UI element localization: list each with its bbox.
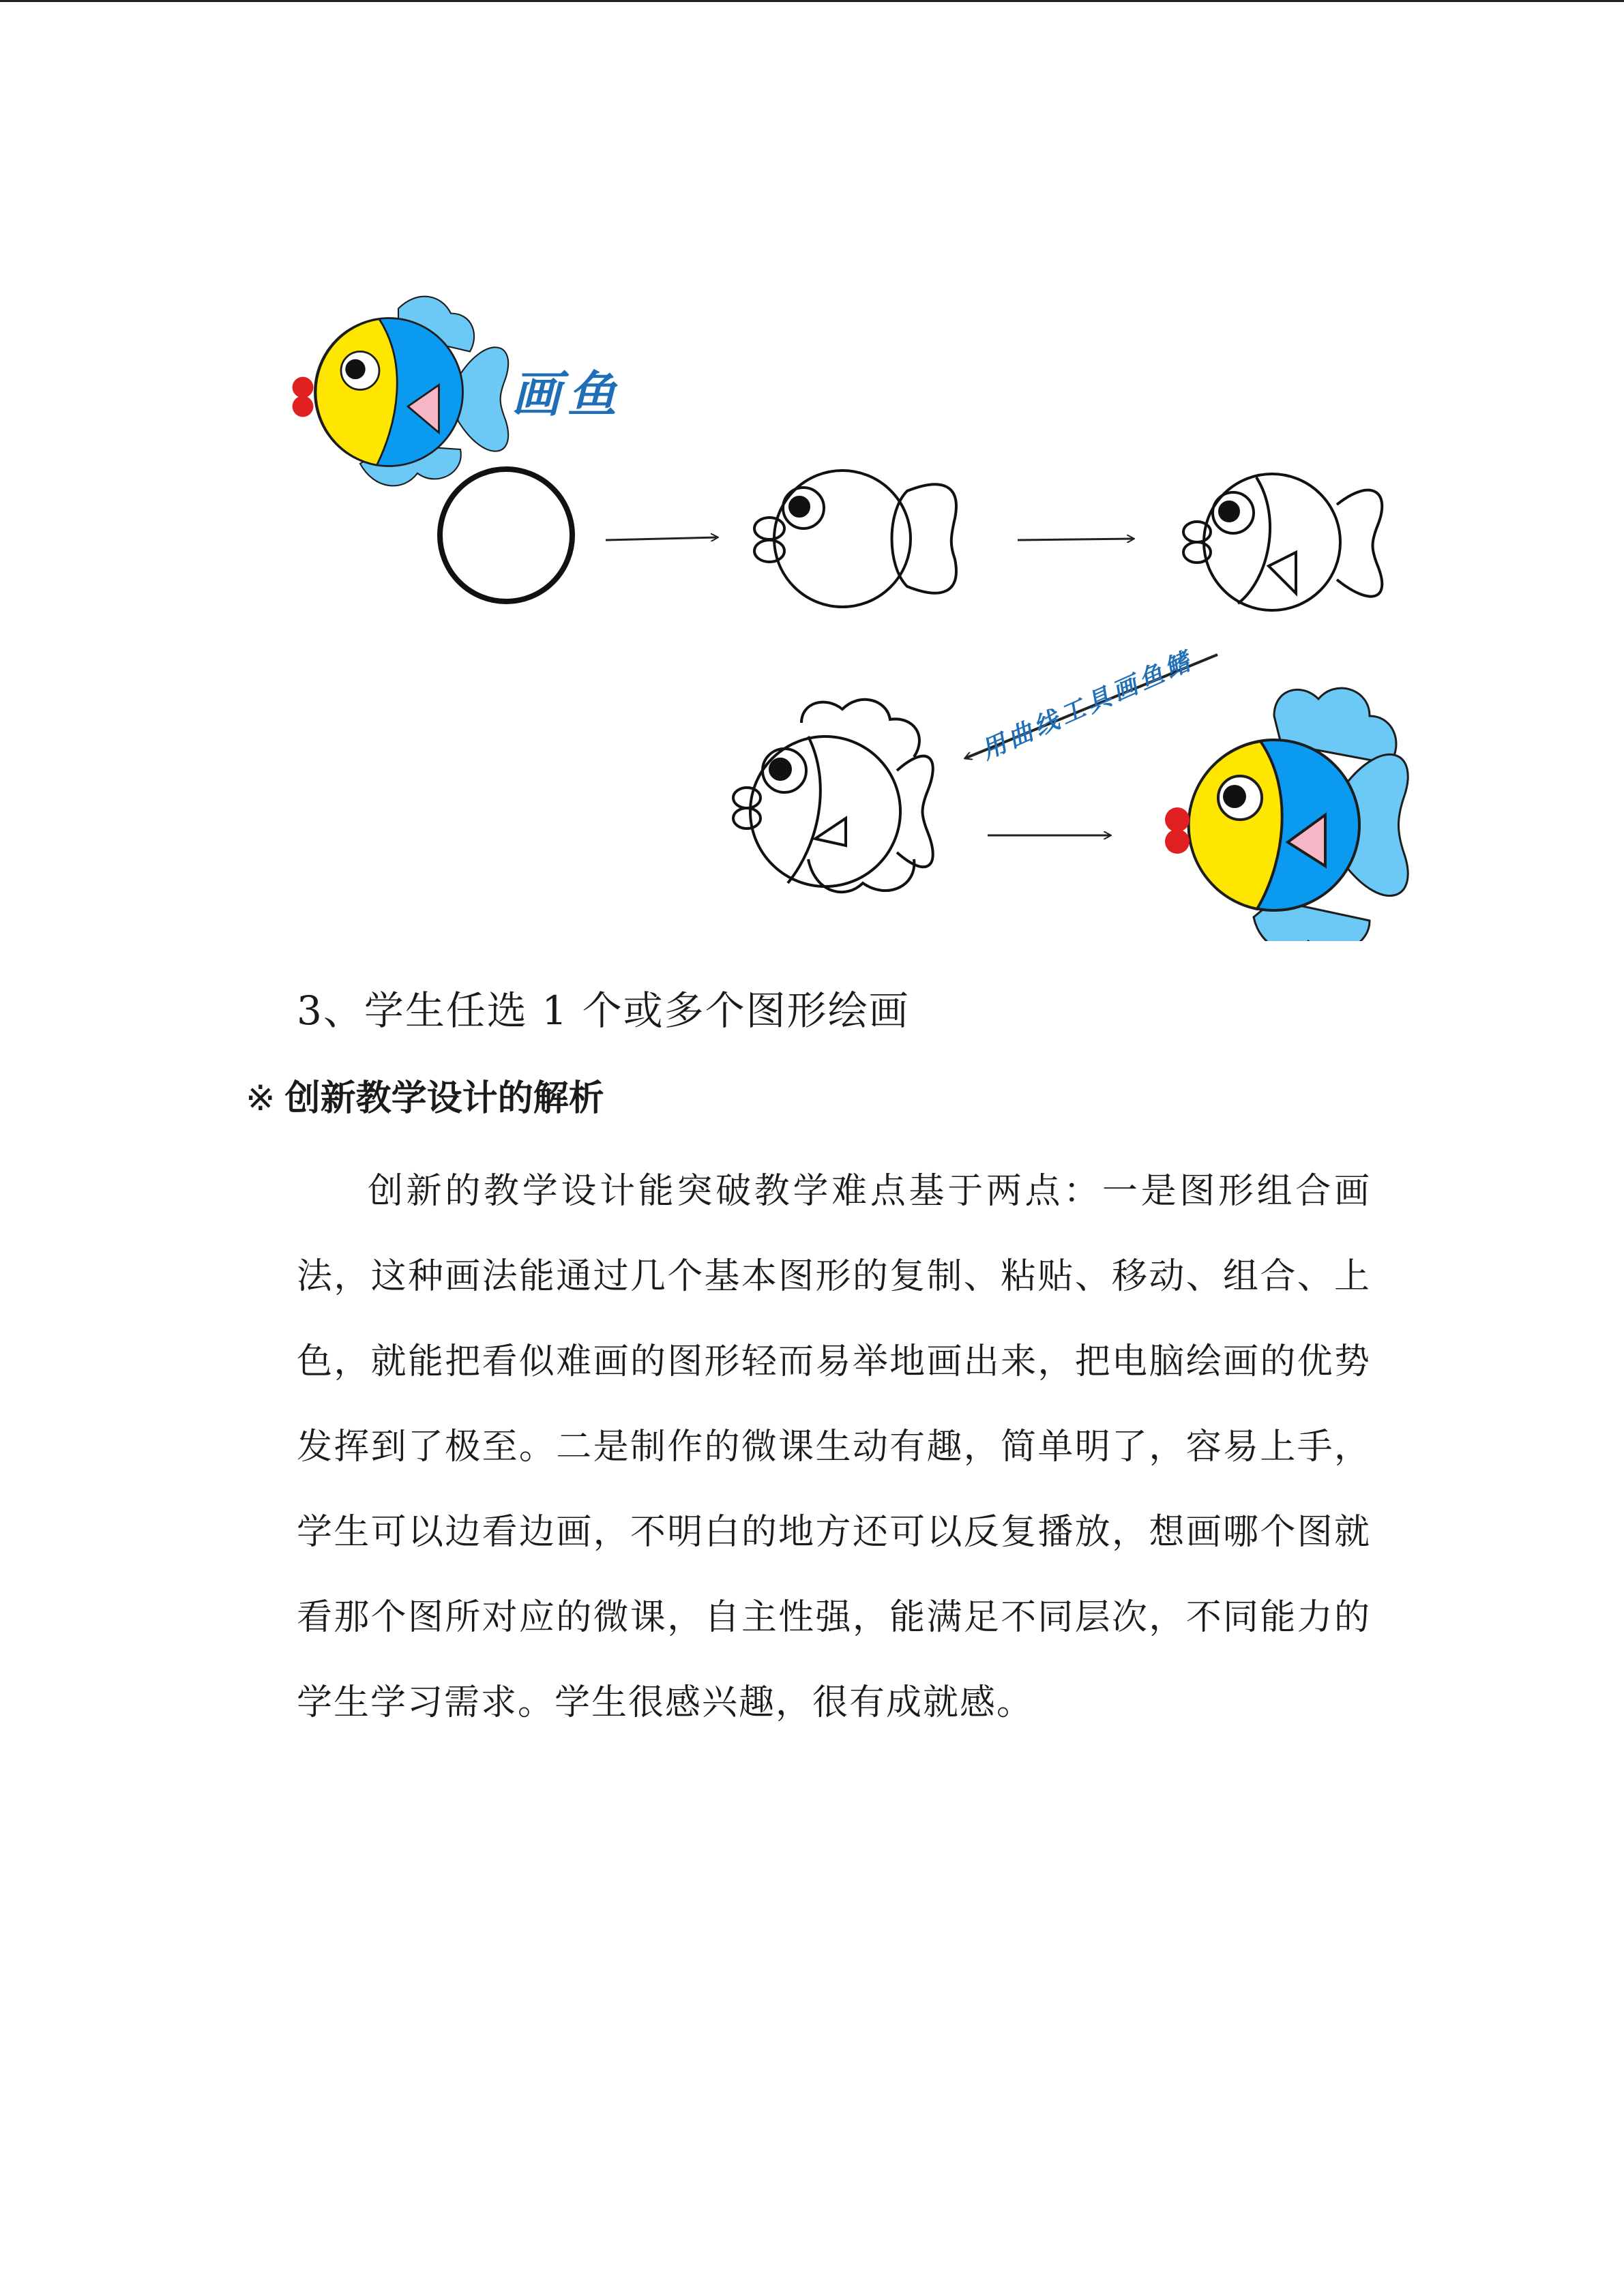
- step3-fish-outline: [1183, 474, 1382, 610]
- draw-fish-label: 画鱼: [512, 366, 624, 423]
- fish-steps-illustration: [0, 0, 1624, 941]
- colored-fish-small: [293, 297, 509, 486]
- step4-fish-outline: [733, 700, 933, 892]
- analysis-heading: [246, 1069, 604, 1120]
- step2-fish-outline: [754, 471, 956, 607]
- analysis-heading-text: 创新教学设计的解析: [284, 1078, 604, 1119]
- analysis-paragraph: 创新的教学设计能突破教学难点基于两点：一是图形组合画法，这种画法能通过几个基本图形的复制、粘贴、移动、组合、上色，就能把看似难画的图形轻而易举地画出来，把电脑绘画的优势发挥到了极至。二是制作的微课生动有趣，简单明了，容易上手，学生可以边看边画，不明白的地方还可以反复播放，想画哪个图就看那个图所对应的微课，自主性强，能满足不同层次，不同能力的学生学习需求。学生很感兴趣，很有成就感。: [297, 1171, 1371, 1723]
- step1-circle: [440, 469, 572, 601]
- curve-tool-note: 用曲线工具画鱼鳍: [977, 646, 1198, 765]
- fish-drawing-steps-figure: [0, 0, 1624, 941]
- reference-mark: ※: [246, 1078, 276, 1119]
- colored-fish-final: [1165, 688, 1408, 941]
- step-3-text: 3、学生任选 1 个或多个图形绘画: [297, 987, 910, 1034]
